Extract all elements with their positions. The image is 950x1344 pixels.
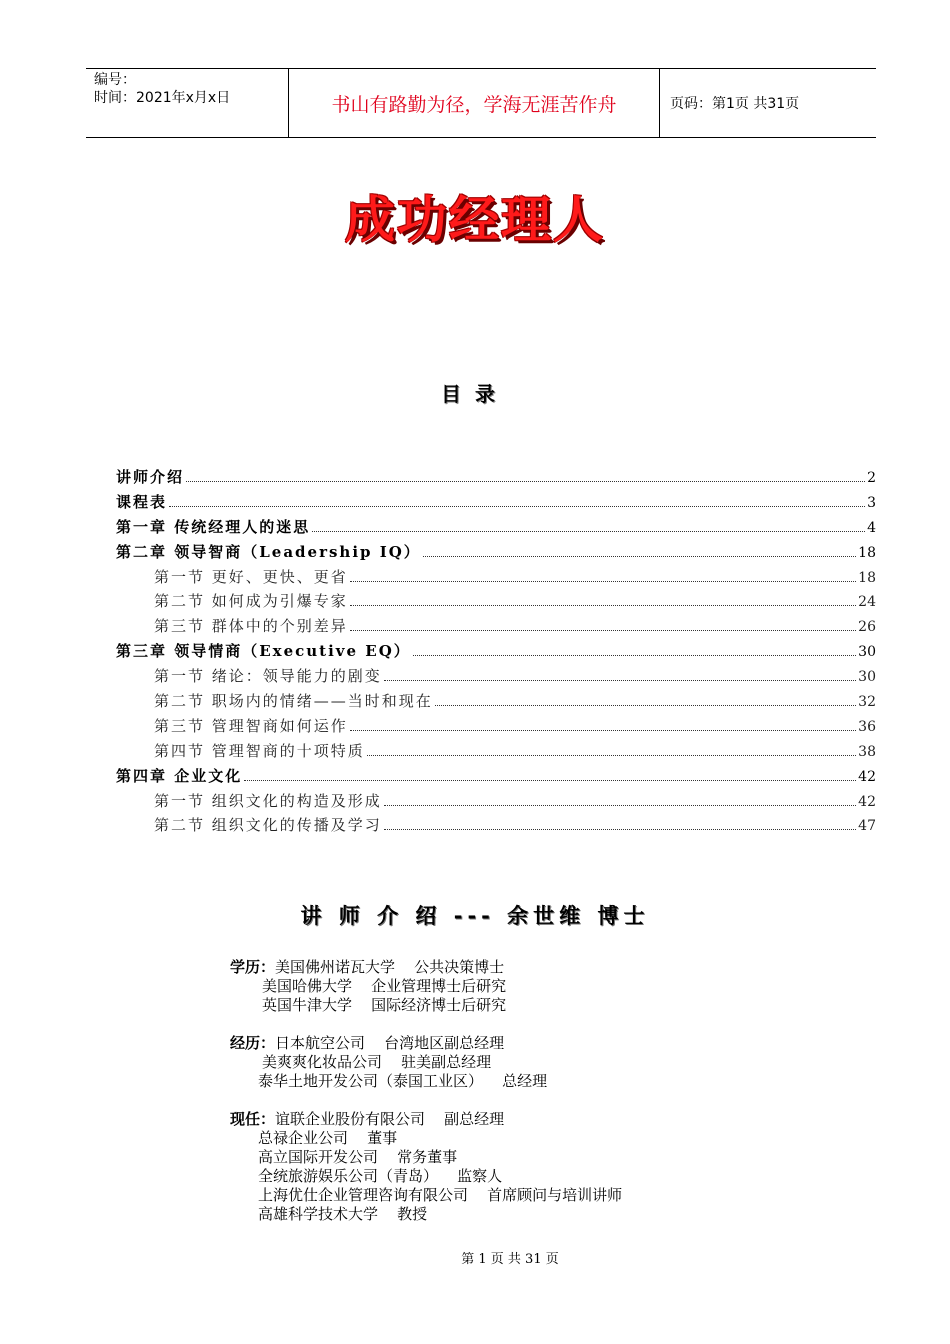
page-footer: 第 1 页 共 31 页 <box>461 1252 559 1267</box>
toc-entry-page: 2 <box>867 470 876 486</box>
toc-entry[interactable] <box>116 491 876 516</box>
toc-entry-page: 4 <box>867 519 876 536</box>
toc-entry[interactable] <box>116 590 876 615</box>
toc-entry-page: 30 <box>858 669 876 686</box>
header-meta <box>86 69 288 137</box>
dot-leader <box>350 580 856 582</box>
dot-leader <box>169 505 865 507</box>
toc-entry[interactable] <box>116 640 876 665</box>
toc-heading: 目录 <box>441 382 509 406</box>
toc-entry-page: 30 <box>858 644 876 661</box>
number-label: 编号： <box>94 72 136 88</box>
toc-entry-label: 第三节 群体中的个别差异 <box>154 617 348 636</box>
toc-entry-page: 3 <box>867 494 876 511</box>
dot-leader <box>350 629 856 631</box>
education-label: 学历： <box>230 958 276 976</box>
dot-leader <box>413 654 856 656</box>
toc-entry-label: 第四章 企业文化 <box>116 766 243 785</box>
bio-line: 总禄企业公司 董事 <box>258 1129 398 1147</box>
toc-entry-page: 24 <box>858 594 876 611</box>
toc-entry-label: 第一节 组织文化的构造及形成 <box>154 791 382 810</box>
table-of-contents <box>116 466 876 839</box>
toc-entry-label: 课程表 <box>116 492 168 511</box>
dot-leader <box>423 555 856 557</box>
current-block <box>230 1110 622 1224</box>
bio-line: 高雄科学技术大学 教授 <box>258 1205 428 1223</box>
dot-leader <box>435 704 856 706</box>
toc-entry[interactable] <box>116 615 876 640</box>
toc-entry[interactable] <box>116 814 876 839</box>
toc-entry-label: 第一节 更好、更快、更省 <box>154 567 348 586</box>
toc-entry[interactable] <box>116 690 876 715</box>
bio-line: 谊联企业股份有限公司 副总经理 <box>275 1110 505 1128</box>
bio-line: 上海优仕企业管理咨询有限公司 首席顾问与培训讲师 <box>258 1186 623 1204</box>
bio-line: 全统旅游娱乐公司（青岛） 监察人 <box>258 1167 503 1185</box>
dot-leader <box>244 779 856 781</box>
dot-leader <box>350 729 856 731</box>
dot-leader <box>384 679 856 681</box>
education-block <box>230 958 622 1015</box>
bio-line: 英国牛津大学 国际经济博士后研究 <box>262 996 507 1014</box>
toc-entry-label: 第三节 管理智商如何运作 <box>154 716 348 735</box>
toc-entry[interactable] <box>116 466 876 491</box>
bio-line: 美爽爽化妆品公司 驻美副总经理 <box>262 1053 492 1071</box>
lecturer-bio <box>230 958 622 1243</box>
toc-entry-label: 第一章 传统经理人的迷思 <box>116 517 311 536</box>
header-motto: 书山有路勤为径，学海无涯苦作舟 <box>288 69 660 137</box>
toc-entry-label: 第三章 领导情商（Executive EQ） <box>116 642 411 661</box>
dot-leader <box>350 604 856 606</box>
toc-entry-page: 47 <box>858 818 876 835</box>
bio-line: 日本航空公司 台湾地区副总经理 <box>275 1034 505 1052</box>
toc-entry[interactable] <box>116 665 876 690</box>
toc-entry-page: 18 <box>858 569 876 586</box>
toc-entry-label: 第二章 领导智商（Leadership IQ） <box>116 542 421 561</box>
toc-entry[interactable] <box>116 790 876 815</box>
experience-label: 经历： <box>230 1034 276 1052</box>
header-table <box>86 68 876 138</box>
dot-leader <box>384 828 856 830</box>
toc-entry-page: 42 <box>858 768 876 785</box>
toc-entry-label: 第二节 职场内的情绪——当时和现在 <box>154 692 433 711</box>
toc-entry-page: 42 <box>858 793 876 810</box>
dot-leader <box>186 480 865 482</box>
toc-entry[interactable] <box>116 541 876 566</box>
lecturer-intro-heading: 讲 师 介 绍 --- 余世维 博士 <box>300 904 650 928</box>
toc-entry-label: 第二节 组织文化的传播及学习 <box>154 816 382 835</box>
toc-entry[interactable] <box>116 715 876 740</box>
dot-leader <box>384 804 856 806</box>
bio-line: 高立国际开发公司 常务董事 <box>258 1148 458 1166</box>
bio-line: 美国佛州诺瓦大学 公共决策博士 <box>275 958 505 976</box>
dot-leader <box>312 530 865 532</box>
time-label: 时间：2021年x月x日 <box>94 90 231 106</box>
toc-entry-label: 第一节 绪论：领导能力的剧变 <box>154 667 382 686</box>
toc-entry[interactable] <box>116 566 876 591</box>
current-label: 现任： <box>230 1110 276 1128</box>
toc-entry-label: 第二节 如何成为引爆专家 <box>154 592 348 611</box>
bio-line: 美国哈佛大学 企业管理博士后研究 <box>262 977 507 995</box>
bio-line: 泰华土地开发公司（泰国工业区） 总经理 <box>258 1072 548 1090</box>
toc-entry-page: 32 <box>858 694 876 711</box>
toc-entry-page: 26 <box>858 619 876 636</box>
toc-entry-page: 18 <box>858 544 876 561</box>
toc-entry[interactable] <box>116 765 876 790</box>
toc-entry-page: 36 <box>858 718 876 735</box>
document-title: 成功经理人 <box>345 191 605 249</box>
toc-entry[interactable] <box>116 740 876 765</box>
toc-entry-label: 讲师介绍 <box>116 468 185 486</box>
dot-leader <box>367 754 856 756</box>
header-page-info: 页码：第1页 共31页 <box>670 96 800 112</box>
toc-entry-label: 第四节 管理智商的十项特质 <box>154 741 365 760</box>
experience-block <box>230 1034 622 1091</box>
toc-entry[interactable] <box>116 516 876 541</box>
toc-entry-page: 38 <box>858 743 876 760</box>
